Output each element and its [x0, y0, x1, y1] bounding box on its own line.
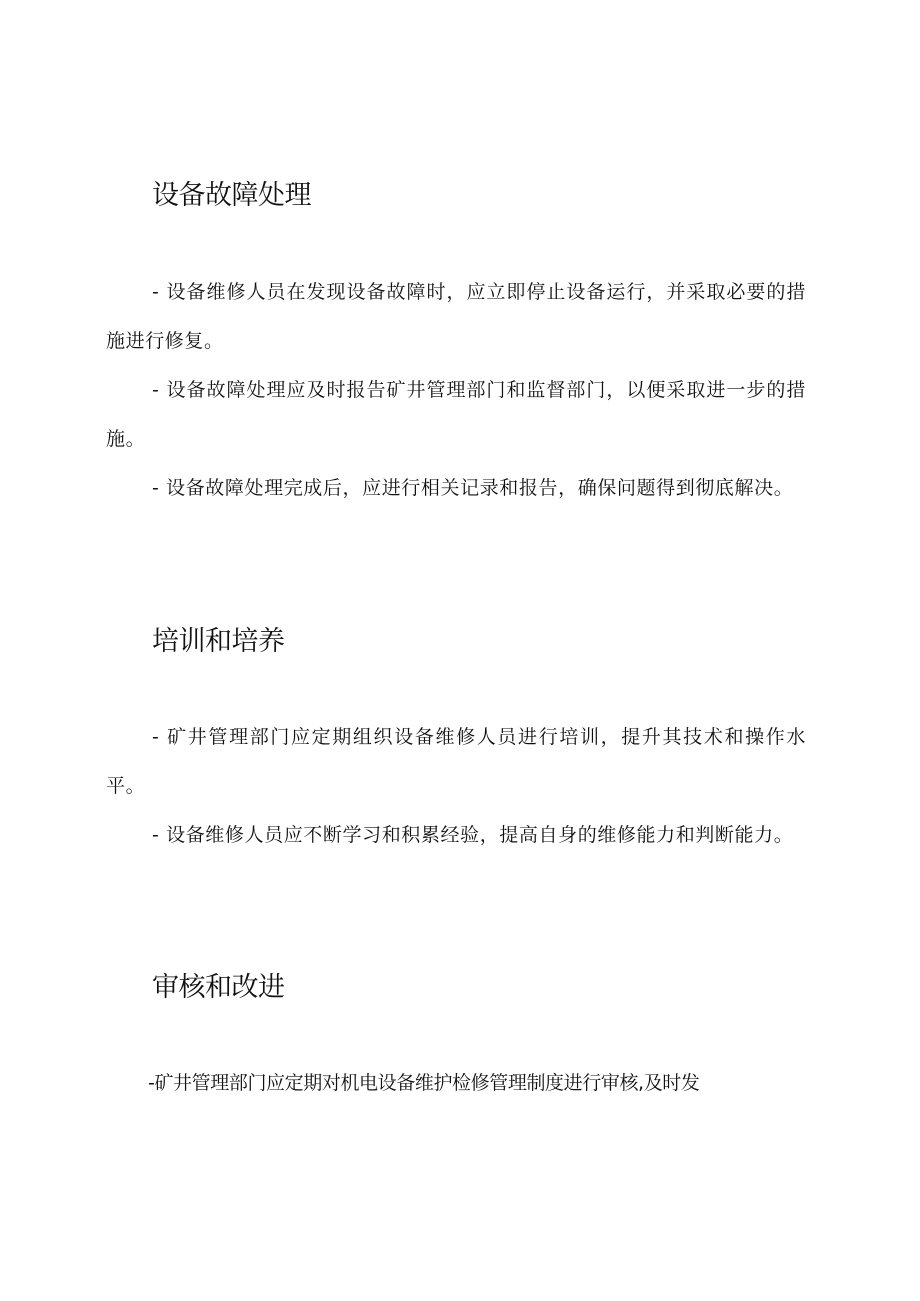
paragraph-fault-handling-3: - 设备故障处理完成后，应进行相关记录和报告，确保问题得到彻底解决。	[152, 477, 794, 499]
paragraph-fault-handling-1: - 设备维修人员在发现设备故障时，应立即停止设备运行，并采取必要的措施进行修复。	[106, 281, 806, 352]
paragraph-training-2: - 设备维修人员应不断学习和积累经验，提高自身的维修能力和判断能力。	[152, 824, 794, 846]
section-title-review: 审核和改进	[152, 972, 285, 1003]
paragraph-fault-handling-2: - 设备故障处理应及时报告矿井管理部门和监督部门，以便采取进一步的措施。	[106, 379, 806, 450]
section-title-fault-handling: 设备故障处理	[152, 180, 311, 211]
paragraph-review-1: -矿井管理部门应定期对机电设备维护检修管理制度进行审核,及时发	[148, 1072, 700, 1094]
paragraph-training-1: - 矿井管理部门应定期组织设备维修人员进行培训，提升其技术和操作水平。	[106, 726, 806, 797]
section-title-training: 培训和培养	[152, 626, 285, 657]
